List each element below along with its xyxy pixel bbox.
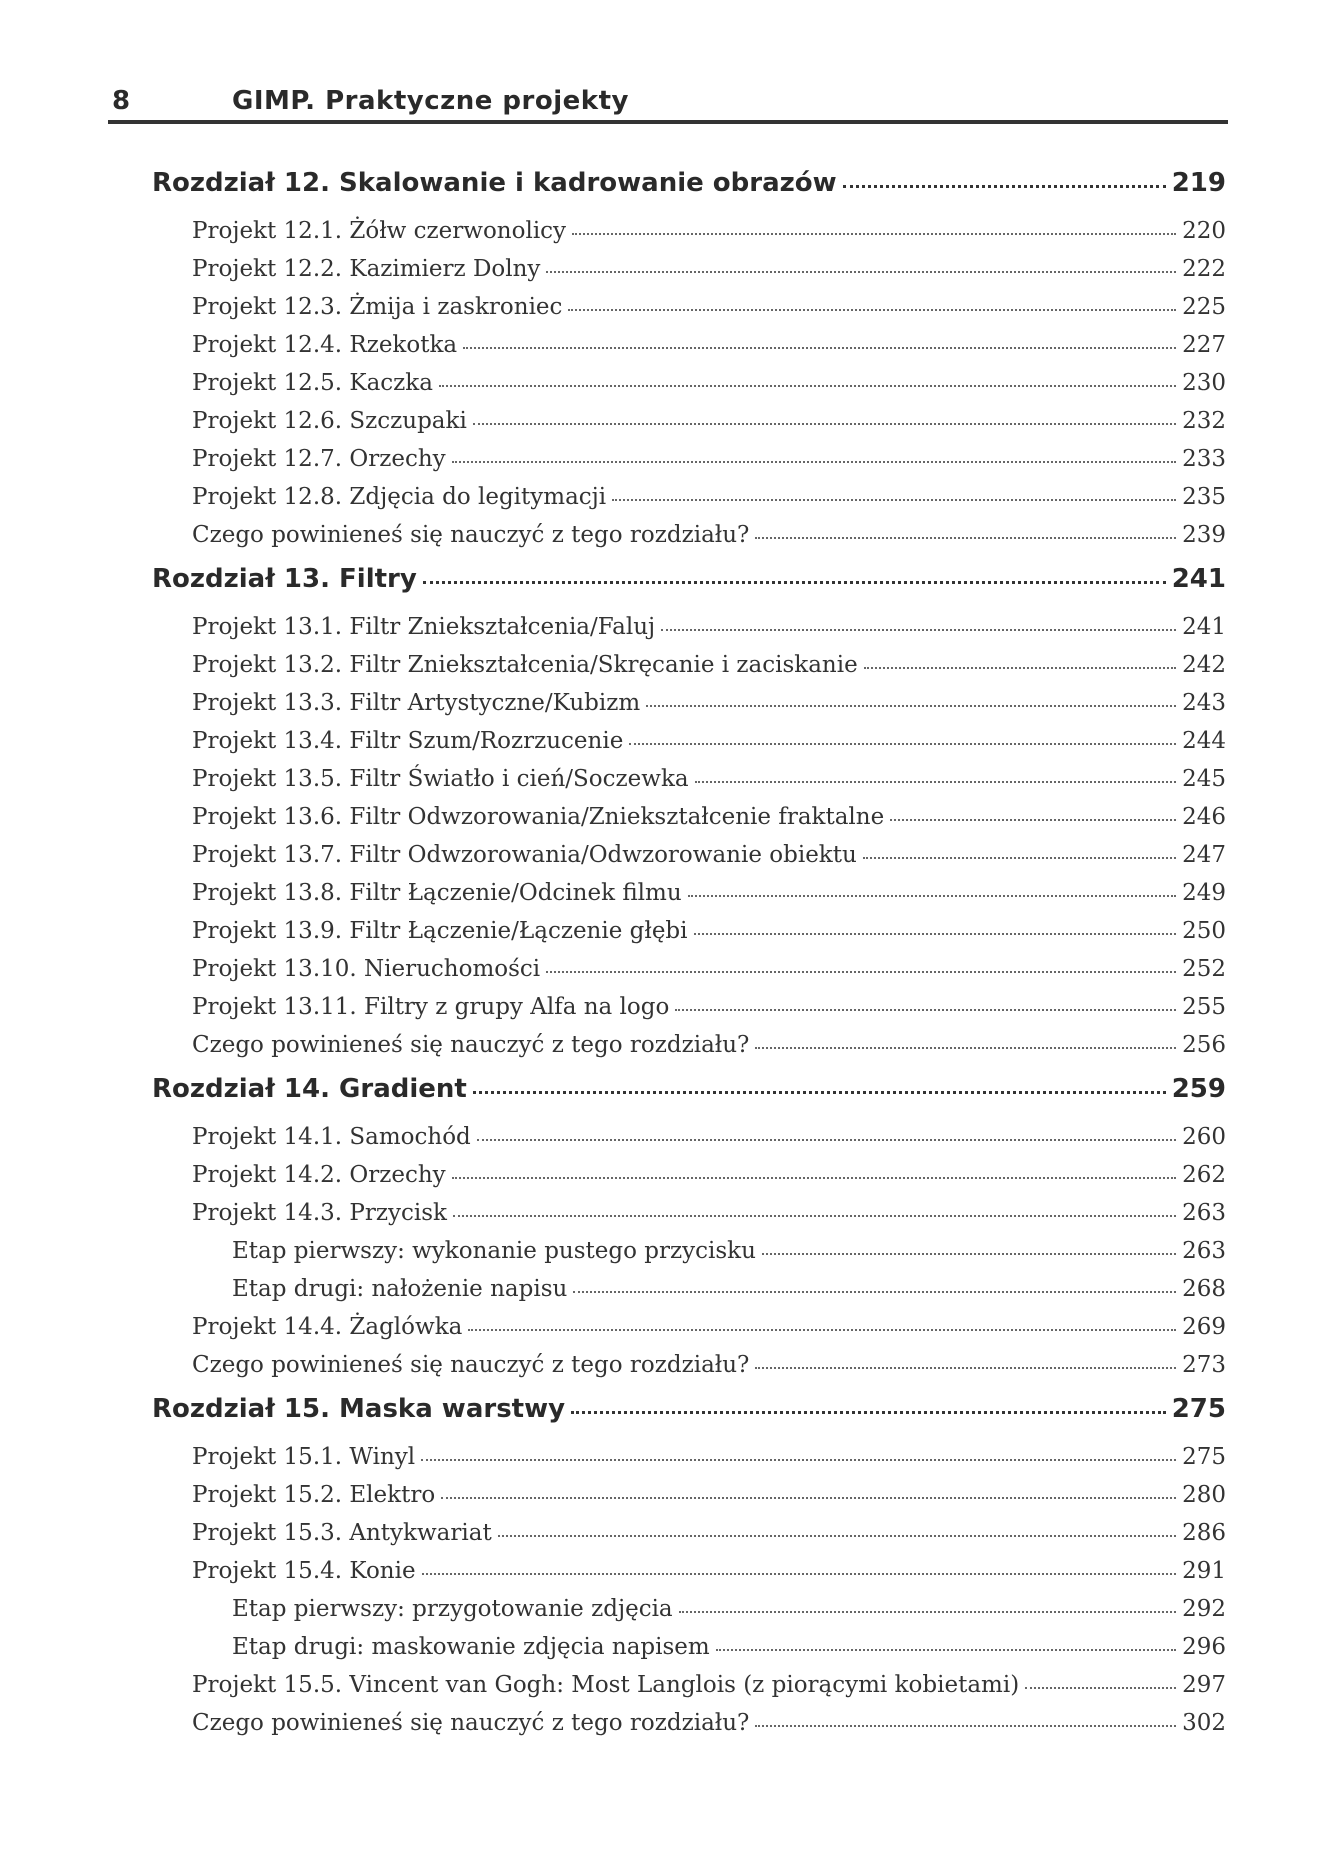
entry-title: Etap drugi: nałożenie napisu — [232, 1276, 568, 1302]
dot-leader — [661, 627, 1176, 631]
toc-entry[interactable] — [152, 652, 1226, 690]
dot-leader — [755, 535, 1176, 539]
toc-entry[interactable] — [152, 1314, 1226, 1352]
toc-entry[interactable] — [152, 1672, 1226, 1710]
page-ref: 280 — [1182, 1482, 1226, 1508]
entry-title: Projekt 14.2. Orzechy — [192, 1162, 446, 1188]
page-ref: 244 — [1182, 728, 1226, 754]
book-title: GIMP. Praktyczne projekty — [232, 86, 629, 116]
toc-entry[interactable] — [152, 956, 1226, 994]
entry-title: Projekt 13.3. Filtr Artystyczne/Kubizm — [192, 690, 641, 716]
entry-title: Czego powinieneś się nauczyć z tego rozdziału? — [192, 1710, 750, 1736]
entry-title: Projekt 12.5. Kaczka — [192, 370, 433, 396]
entry-title: Projekt 12.2. Kazimierz Dolny — [192, 256, 541, 282]
dot-leader — [572, 231, 1176, 235]
page-ref: 219 — [1171, 168, 1226, 198]
page-ref: 252 — [1182, 956, 1226, 982]
toc-entry[interactable] — [152, 1634, 1226, 1672]
dot-leader — [843, 183, 1166, 188]
dot-leader — [716, 1647, 1176, 1651]
dot-leader — [573, 1289, 1176, 1293]
dot-leader — [568, 307, 1176, 311]
entry-title: Projekt 13.8. Filtr Łączenie/Odcinek filmu — [192, 880, 682, 906]
page-ref: 243 — [1182, 690, 1226, 716]
page-ref: 242 — [1182, 652, 1226, 678]
page-ref: 275 — [1182, 1444, 1226, 1470]
dot-leader — [423, 579, 1166, 584]
page-ref: 275 — [1171, 1394, 1226, 1424]
toc-entry[interactable] — [152, 1032, 1226, 1070]
toc-entry[interactable] — [152, 1124, 1226, 1162]
toc-entry[interactable] — [152, 766, 1226, 804]
toc-chapter[interactable] — [152, 1390, 1226, 1444]
toc-entry[interactable] — [152, 804, 1226, 842]
page-ref: 246 — [1182, 804, 1226, 830]
dot-leader — [546, 969, 1176, 973]
toc-entry[interactable] — [152, 728, 1226, 766]
toc-entry[interactable] — [152, 1482, 1226, 1520]
toc-entry[interactable] — [152, 614, 1226, 652]
entry-title: Projekt 15.1. Winyl — [192, 1444, 416, 1470]
toc-entry[interactable] — [152, 446, 1226, 484]
page-ref: 233 — [1182, 446, 1226, 472]
dot-leader — [571, 1409, 1166, 1414]
dot-leader — [694, 931, 1177, 935]
entry-title: Projekt 15.3. Antykwariat — [192, 1520, 492, 1546]
dot-leader — [421, 1457, 1176, 1461]
chapter-title: Rozdział 13. Filtry — [152, 564, 417, 594]
toc-chapter[interactable] — [152, 164, 1226, 218]
entry-title: Projekt 13.2. Filtr Zniekształcenia/Skręcanie i zaciskanie — [192, 652, 858, 678]
entry-title: Projekt 15.5. Vincent van Gogh: Most Langlois (z piorącymi kobietami) — [192, 1672, 1020, 1698]
toc-entry[interactable] — [152, 842, 1226, 880]
dot-leader — [468, 1327, 1176, 1331]
page-ref: 256 — [1182, 1032, 1226, 1058]
toc-entry[interactable] — [152, 1558, 1226, 1596]
page-ref: 239 — [1182, 522, 1226, 548]
toc-entry[interactable] — [152, 408, 1226, 446]
page-ref: 263 — [1182, 1200, 1226, 1226]
page-ref: 250 — [1182, 918, 1226, 944]
entry-title: Projekt 13.1. Filtr Zniekształcenia/Faluj — [192, 614, 656, 640]
page-ref: 225 — [1182, 294, 1226, 320]
dot-leader — [441, 1495, 1176, 1499]
dot-leader — [755, 1723, 1176, 1727]
entry-title: Projekt 14.3. Przycisk — [192, 1200, 447, 1226]
dot-leader — [453, 1213, 1176, 1217]
toc-entry[interactable] — [152, 1162, 1226, 1200]
toc-entry[interactable] — [152, 690, 1226, 728]
page-ref: 227 — [1182, 332, 1226, 358]
page-ref: 273 — [1182, 1352, 1226, 1378]
toc-entry[interactable] — [152, 218, 1226, 256]
dot-leader — [612, 497, 1176, 501]
toc-entry[interactable] — [152, 370, 1226, 408]
entry-title: Projekt 13.7. Filtr Odwzorowania/Odwzorowanie obiektu — [192, 842, 857, 868]
chapter-title: Rozdział 12. Skalowanie i kadrowanie obrazów — [152, 168, 837, 198]
entry-title: Projekt 13.9. Filtr Łączenie/Łączenie głębi — [192, 918, 688, 944]
toc-entry[interactable] — [152, 1238, 1226, 1276]
page-ref: 249 — [1182, 880, 1226, 906]
entry-title: Projekt 13.5. Filtr Światło i cień/Soczewka — [192, 766, 689, 792]
page-ref: 268 — [1182, 1276, 1226, 1302]
chapter-title: Rozdział 14. Gradient — [152, 1074, 467, 1104]
header-rule — [108, 120, 1228, 124]
entry-title: Projekt 12.1. Żółw czerwonolicy — [192, 218, 567, 244]
page-ref: 220 — [1182, 218, 1226, 244]
entry-title: Projekt 14.4. Żaglówka — [192, 1314, 463, 1340]
entry-title: Projekt 12.7. Orzechy — [192, 446, 446, 472]
entry-title: Czego powinieneś się nauczyć z tego rozdziału? — [192, 1032, 750, 1058]
entry-title: Projekt 12.6. Szczupaki — [192, 408, 467, 434]
page-ref: 260 — [1182, 1124, 1226, 1150]
dot-leader — [546, 269, 1176, 273]
dot-leader — [422, 1571, 1177, 1575]
page-ref: 297 — [1182, 1672, 1226, 1698]
dot-leader — [1025, 1685, 1176, 1689]
toc-entry[interactable] — [152, 994, 1226, 1032]
page-ref: 263 — [1182, 1238, 1226, 1264]
entry-title: Projekt 13.6. Filtr Odwzorowania/Zniekształcenie fraktalne — [192, 804, 885, 830]
page-ref: 259 — [1171, 1074, 1226, 1104]
dot-leader — [864, 665, 1176, 669]
page-ref: 286 — [1182, 1520, 1226, 1546]
dot-leader — [675, 1007, 1176, 1011]
toc-entry[interactable] — [152, 1276, 1226, 1314]
page-ref: 291 — [1182, 1558, 1226, 1584]
toc-entry[interactable] — [152, 918, 1226, 956]
page-number: 8 — [112, 86, 131, 116]
dot-leader — [755, 1365, 1176, 1369]
entry-title: Projekt 12.8. Zdjęcia do legitymacji — [192, 484, 607, 510]
entry-title: Projekt 13.11. Filtry z grupy Alfa na logo — [192, 994, 670, 1020]
page-ref: 245 — [1182, 766, 1226, 792]
dot-leader — [755, 1045, 1176, 1049]
entry-title: Etap pierwszy: przygotowanie zdjęcia — [232, 1596, 673, 1622]
page-ref: 230 — [1182, 370, 1226, 396]
entry-title: Etap pierwszy: wykonanie pustego przycisku — [232, 1238, 756, 1264]
dot-leader — [452, 1175, 1176, 1179]
chapter-title: Rozdział 15. Maska warstwy — [152, 1394, 566, 1424]
dot-leader — [452, 459, 1176, 463]
toc-entry[interactable] — [152, 294, 1226, 332]
page-ref: 269 — [1182, 1314, 1226, 1340]
dot-leader — [688, 893, 1176, 897]
page-ref: 222 — [1182, 256, 1226, 282]
toc-entry[interactable] — [152, 1444, 1226, 1482]
page-ref: 262 — [1182, 1162, 1226, 1188]
entry-title: Projekt 12.3. Żmija i zaskroniec — [192, 294, 563, 320]
running-header — [108, 82, 1228, 122]
entry-title: Czego powinieneś się nauczyć z tego rozdziału? — [192, 522, 750, 548]
dot-leader — [463, 345, 1176, 349]
entry-title: Projekt 15.4. Konie — [192, 1558, 416, 1584]
dot-leader — [439, 383, 1176, 387]
page-ref: 241 — [1171, 564, 1226, 594]
toc-entry[interactable] — [152, 1352, 1226, 1390]
toc-entry[interactable] — [152, 880, 1226, 918]
entry-title: Projekt 15.2. Elektro — [192, 1482, 436, 1508]
entry-title: Etap drugi: maskowanie zdjęcia napisem — [232, 1634, 710, 1660]
toc-chapter[interactable] — [152, 1070, 1226, 1124]
toc-entry[interactable] — [152, 256, 1226, 294]
entry-title: Czego powinieneś się nauczyć z tego rozdziału? — [192, 1352, 750, 1378]
dot-leader — [890, 817, 1176, 821]
page-ref: 232 — [1182, 408, 1226, 434]
page-ref: 292 — [1182, 1596, 1226, 1622]
toc-entry[interactable] — [152, 332, 1226, 370]
toc-chapter[interactable] — [152, 560, 1226, 614]
table-of-contents — [152, 164, 1226, 1748]
page-ref: 235 — [1182, 484, 1226, 510]
toc-entry[interactable] — [152, 1200, 1226, 1238]
entry-title: Projekt 12.4. Rzekotka — [192, 332, 458, 358]
page-ref: 241 — [1182, 614, 1226, 640]
dot-leader — [646, 703, 1176, 707]
dot-leader — [473, 421, 1176, 425]
dot-leader — [498, 1533, 1176, 1537]
page-ref: 296 — [1182, 1634, 1226, 1660]
dot-leader — [679, 1609, 1176, 1613]
toc-entry[interactable] — [152, 1596, 1226, 1634]
dot-leader — [473, 1089, 1166, 1094]
toc-entry[interactable] — [152, 484, 1226, 522]
toc-entry[interactable] — [152, 1710, 1226, 1748]
dot-leader — [762, 1251, 1176, 1255]
page-ref: 302 — [1182, 1710, 1226, 1736]
dot-leader — [695, 779, 1176, 783]
dot-leader — [863, 855, 1176, 859]
page-ref: 247 — [1182, 842, 1226, 868]
dot-leader — [477, 1137, 1176, 1141]
entry-title: Projekt 13.4. Filtr Szum/Rozrzucenie — [192, 728, 624, 754]
dot-leader — [629, 741, 1176, 745]
entry-title: Projekt 14.1. Samochód — [192, 1124, 471, 1150]
toc-entry[interactable] — [152, 522, 1226, 560]
toc-entry[interactable] — [152, 1520, 1226, 1558]
page-ref: 255 — [1182, 994, 1226, 1020]
entry-title: Projekt 13.10. Nieruchomości — [192, 956, 541, 982]
